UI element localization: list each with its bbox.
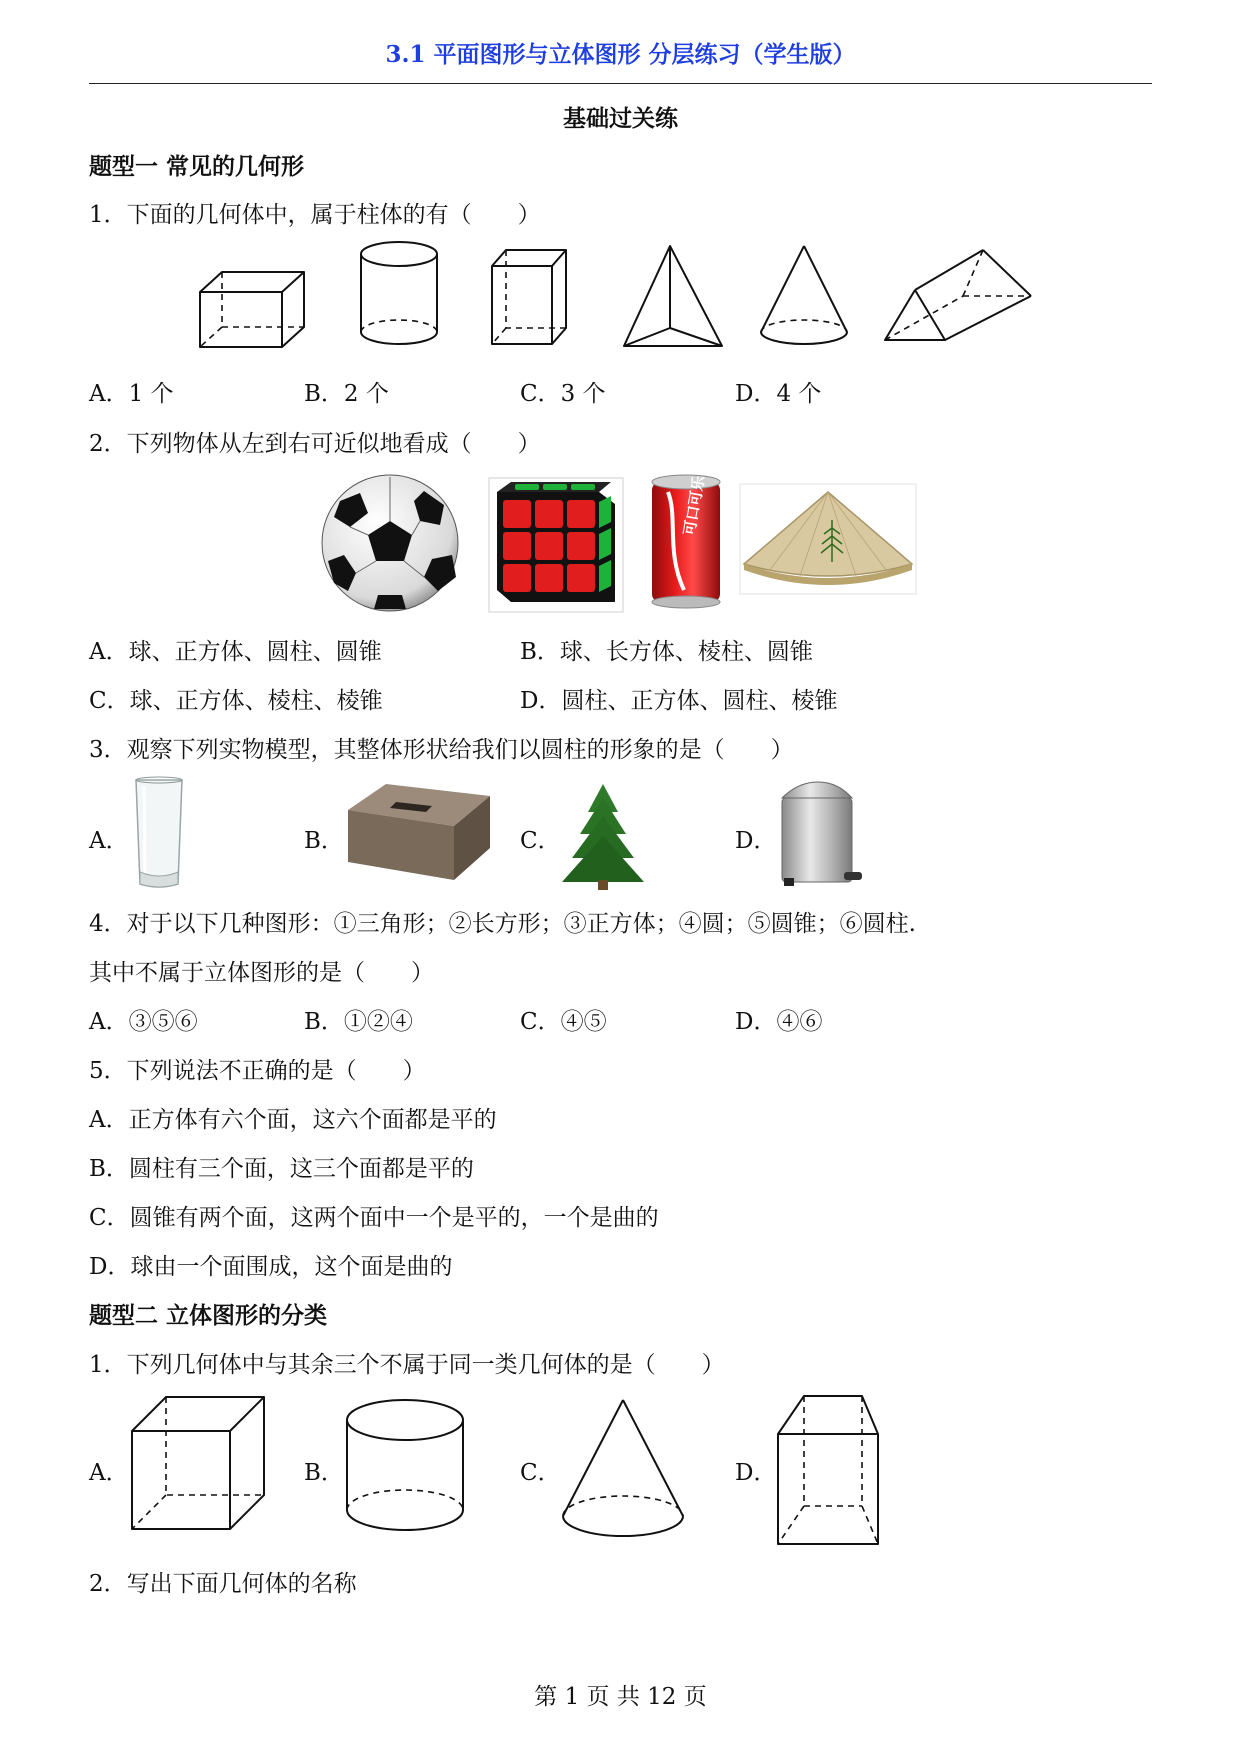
- tissue-box-icon: [346, 782, 492, 882]
- cylinder-icon: [358, 240, 440, 348]
- rectangular-prism-icon: [198, 270, 308, 350]
- q2-option-d[interactable]: D．圆柱、正方体、圆柱、棱锥: [520, 688, 838, 714]
- q3-stem: 3．观察下列实物模型，其整体形状给我们以圆柱的形象的是（ ）: [89, 737, 794, 763]
- frustum-prism-icon: [776, 1394, 880, 1546]
- soccer-ball-icon: [320, 473, 460, 613]
- q1-option-d[interactable]: D．4 个: [735, 381, 822, 407]
- trash-can-icon: [778, 780, 868, 888]
- cola-can-icon: [648, 472, 724, 612]
- tetrahedron-icon: [622, 244, 726, 348]
- q2-option-c[interactable]: C．球、正方体、棱柱、棱锥: [89, 688, 383, 714]
- square-prism-icon: [490, 248, 570, 348]
- q5-option-d[interactable]: D．球由一个面围成，这个面是曲的: [89, 1254, 453, 1280]
- t2-q2-stem: 2．写出下面几何体的名称: [89, 1571, 357, 1597]
- q1-option-a[interactable]: A．1 个: [89, 381, 174, 407]
- q1-option-b[interactable]: B．2 个: [304, 381, 389, 407]
- q4-option-b[interactable]: B．①②④: [304, 1009, 413, 1035]
- straw-hat-icon: [740, 484, 916, 594]
- q5-option-a[interactable]: A．正方体有六个面，这六个面都是平的: [89, 1107, 497, 1133]
- q4-option-c[interactable]: C．④⑤: [520, 1009, 607, 1035]
- q1-option-c[interactable]: C．3 个: [520, 381, 606, 407]
- q3-option-b[interactable]: B．: [304, 828, 344, 854]
- cola-can-label: 可口可乐: [681, 474, 709, 537]
- q5-option-c[interactable]: C．圆锥有两个面，这两个面中一个是平的，一个是曲的: [89, 1205, 659, 1231]
- q3-option-c[interactable]: C．: [520, 828, 561, 854]
- header-rule: [89, 83, 1152, 84]
- t2-q1-option-a[interactable]: A．: [89, 1460, 129, 1486]
- q3-option-d[interactable]: D．: [735, 828, 777, 854]
- drinking-glass-icon: [132, 776, 186, 892]
- type2-heading: 题型二 立体图形的分类: [89, 1302, 328, 1329]
- cylinder-icon: [344, 1398, 466, 1534]
- q4-option-a[interactable]: A．③⑤⑥: [89, 1009, 198, 1035]
- t2-q1-option-c[interactable]: C．: [520, 1460, 561, 1486]
- q4-stem-line1: 4．对于以下几种图形：①三角形；②长方形；③正方体；④圆；⑤圆锥；⑥圆柱.: [89, 911, 916, 937]
- q5-option-b[interactable]: B．圆柱有三个面，这三个面都是平的: [89, 1156, 474, 1182]
- cube-icon: [130, 1395, 266, 1531]
- q1-stem: 1．下面的几何体中，属于柱体的有（ ）: [89, 202, 541, 228]
- q2-option-a[interactable]: A．球、正方体、圆柱、圆锥: [89, 639, 382, 665]
- q4-option-d[interactable]: D．④⑥: [735, 1009, 823, 1035]
- q5-stem: 5．下列说法不正确的是（ ）: [89, 1058, 426, 1084]
- type1-heading: 题型一 常见的几何形: [89, 153, 305, 180]
- rubiks-cube-icon: [489, 478, 623, 612]
- q4-stem-line2: 其中不属于立体图形的是（ ）: [89, 960, 434, 986]
- t2-q1-stem: 1．下列几何体中与其余三个不属于同一类几何体的是（ ）: [89, 1352, 725, 1378]
- t2-q1-option-d[interactable]: D．: [735, 1460, 777, 1486]
- q2-stem: 2．下列物体从左到右可近似地看成（ ）: [89, 431, 541, 457]
- cone-icon: [560, 1398, 686, 1538]
- document-title: 3.1 平面图形与立体图形 分层练习（学生版）: [385, 41, 856, 68]
- q2-option-b[interactable]: B．球、长方体、棱柱、圆锥: [520, 639, 813, 665]
- pine-tree-icon: [560, 782, 646, 892]
- page-footer: 第 1 页 共 12 页: [534, 1684, 707, 1710]
- section-title: 基础过关练: [563, 105, 678, 132]
- t2-q1-option-b[interactable]: B．: [304, 1460, 344, 1486]
- triangular-prism-icon: [883, 248, 1033, 344]
- cone-icon: [758, 244, 850, 348]
- q3-option-a[interactable]: A．: [89, 828, 129, 854]
